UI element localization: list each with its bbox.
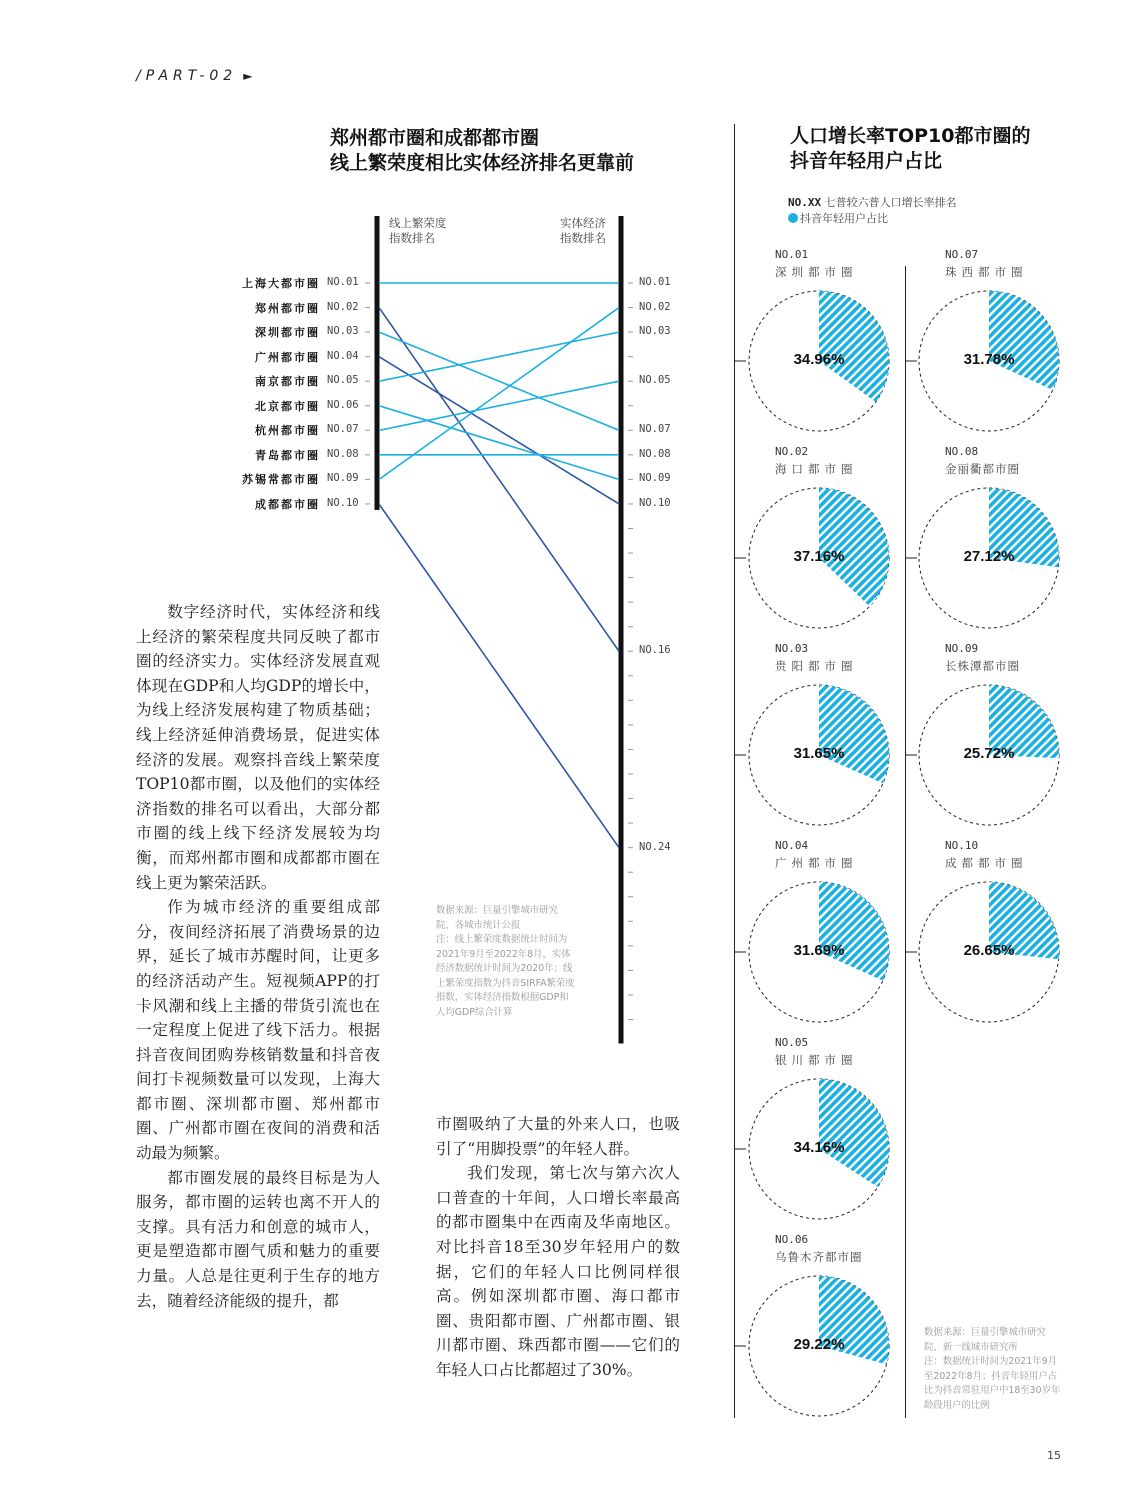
pie-value-label: 25.72% bbox=[963, 745, 1015, 762]
pie-city-name: 广州都市圈 bbox=[775, 856, 858, 870]
right-header-line-1: 实体经济 bbox=[560, 216, 606, 230]
legend-pie-text: 抖音年轻用户占比 bbox=[800, 212, 888, 225]
pie-source-note bbox=[924, 1326, 1064, 1413]
pie-rank-no: NO.09 bbox=[945, 642, 979, 655]
left-rank-label: NO.03 bbox=[327, 325, 359, 338]
item-name-label: 上海大都市圈 bbox=[242, 277, 320, 290]
left-rank-label: NO.04 bbox=[327, 349, 359, 362]
item-name-label: 郑州都市圈 bbox=[255, 301, 320, 315]
right-rank-label: NO.16 bbox=[639, 644, 671, 657]
item-name-label: 深圳都市圈 bbox=[255, 326, 320, 340]
pie-rank-no: NO.02 bbox=[775, 445, 809, 458]
pie-slice bbox=[819, 882, 889, 981]
pie-value-label: 34.16% bbox=[793, 1139, 845, 1156]
pie-rank-no: NO.03 bbox=[775, 642, 809, 655]
right-rank-label: NO.03 bbox=[639, 325, 671, 338]
paragraph-2: 作为城市经济的重要组成部分，夜间经济拓展了消费场景的边界，延长了城市苏醒时间，让更多的经济活动产生。短视频APP的打卡风潮和线上主播的带货引流也在一定程度上促进了线下活力。根据抖音夜间团购券核销数量和抖音夜间打卡视频数量可以发现，上海大都市圈、深圳都市圈、郑州都市圈、广州都市圈在夜间的消费和活动最为频繁。 bbox=[136, 898, 380, 1163]
right-rank-label: NO.01 bbox=[639, 276, 671, 288]
item-name-label: 北京都市圈 bbox=[255, 399, 320, 413]
pie-source-text: 数据来源：巨量引擎城市研究院、新一线城市研究所 注：数据统计时间为2021年9月至2022年8月；抖音年轻用户占比为抖音常驻用户中18至30岁年龄段用户的比例 bbox=[924, 1327, 1061, 1411]
pie-city-name: 银川都市圈 bbox=[775, 1053, 858, 1067]
pie-slice bbox=[819, 1079, 889, 1187]
pie-rank-no: NO.05 bbox=[775, 1036, 809, 1049]
pie-city-name: 成都都市圈 bbox=[945, 856, 1028, 870]
item-name-label: 青岛都市圈 bbox=[255, 448, 320, 462]
pie-city-name: 乌鲁木齐都市圈 bbox=[775, 1250, 863, 1264]
pie-value-label: 37.16% bbox=[793, 548, 845, 565]
left-rank-label: NO.02 bbox=[327, 300, 359, 313]
left-rank-label: NO.05 bbox=[327, 374, 359, 387]
right-rank-label: NO.24 bbox=[639, 840, 671, 853]
pie-title-line-1: 人口增长率TOP10都市圈的 bbox=[790, 125, 1031, 147]
right-rank-label: NO.07 bbox=[639, 423, 671, 436]
pie-value-label: 27.12% bbox=[963, 548, 1015, 565]
right-rank-label: NO.10 bbox=[639, 496, 671, 509]
pie-rank-no: NO.08 bbox=[945, 445, 979, 458]
pie-value-label: 26.65% bbox=[963, 942, 1015, 959]
pie-city-name: 贵阳都市圈 bbox=[775, 659, 858, 673]
pie-column-divider bbox=[905, 266, 906, 1418]
item-name-label: 广州都市圈 bbox=[255, 350, 320, 364]
right-rank-label: NO.05 bbox=[639, 374, 671, 387]
pie-value-label: 34.96% bbox=[793, 351, 845, 368]
item-name-label: 苏锡常都市圈 bbox=[242, 473, 320, 487]
pie-rank-no: NO.07 bbox=[945, 248, 979, 261]
pie-rank-no: NO.04 bbox=[775, 839, 809, 852]
right-rank-label: NO.02 bbox=[639, 300, 671, 313]
paragraph-3: 都市圈发展的最终目标是为人服务，都市圈的运转也离不开人的支撑。具有活力和创意的城市人，更是塑造都市圈气质和魅力的重要力量。人总是往更利于生存的地方去，随着经济能级的提升，都 bbox=[136, 1168, 380, 1310]
item-name-label: 杭州都市圈 bbox=[255, 424, 320, 438]
paragraph-5: 我们发现，第七次与第六次人口普查的十年间，人口增长率最高的都市圈集中在西南及华南地区。对比抖音18至30岁年轻用户的数据，它们的年轻人口比例同样很高。例如深圳都市圈、海口都市圈、贵阳都市圈、广州都市圈、银川都市圈、珠西都市圈——它们的年轻人口占比都超过了30%。 bbox=[436, 1164, 680, 1379]
left-header-line-1: 线上繁荣度 bbox=[389, 216, 447, 230]
item-name-label: 成都都市圈 bbox=[255, 497, 320, 511]
pie-slice bbox=[819, 291, 889, 402]
pie-value-label: 29.22% bbox=[793, 1336, 845, 1353]
paragraph-1: 数字经济时代，实体经济和线上经济的繁荣程度共同反映了都市圈的经济实力。实体经济发展直观体现在GDP和人均GDP的增长中，为线上经济发展构建了物质基础；线上经济延伸消费场景，促进实体经济的发展。观察抖音线上繁荣度TOP10都市圈，以及他们的实体经济指数的排名可以看出，大部分都市圈的线上线下经济发展较为均衡，而郑州都市圈和成都都市圈在线上更为繁荣活跃。 bbox=[136, 603, 380, 892]
pie-city-name: 深圳都市圈 bbox=[775, 265, 858, 279]
legend-code: NO.XX bbox=[788, 196, 822, 209]
pie-city-name: 珠西都市圈 bbox=[945, 265, 1028, 279]
play-arrow-icon: ► bbox=[243, 69, 258, 83]
right-rank-label: NO.09 bbox=[639, 472, 671, 485]
item-name-label: 南京都市圈 bbox=[255, 375, 320, 389]
slope-source-text: 数据来源：巨量引擎城市研究院、各城市统计公报 注：线上繁荣度数据统计时间为2021年9月至2022年8月，实体经济数据统计时间为2020年；线上繁荣度指数为抖音SIRFA繁荣度指数，实体经济指数根据GDP和人均GDP综合计算 bbox=[436, 905, 575, 1018]
pie-value-label: 31.78% bbox=[963, 351, 1015, 368]
pie-value-label: 31.65% bbox=[793, 745, 845, 762]
legend-code-text: 七普较六普人口增长率排名 bbox=[824, 196, 957, 209]
pie-rank-no: NO.10 bbox=[945, 839, 979, 852]
pie-city-name: 海口都市圈 bbox=[775, 462, 858, 476]
paragraph-4: 市圈吸纳了大量的外来人口，也吸引了“用脚投票”的年轻人群。 bbox=[436, 1115, 680, 1158]
pie-rank-no: NO.01 bbox=[775, 248, 809, 261]
pie-title-line-2: 抖音年轻用户占比 bbox=[790, 150, 943, 172]
page-number: 15 bbox=[1047, 1449, 1061, 1462]
left-rank-label: NO.08 bbox=[327, 447, 359, 460]
left-rank-label: NO.09 bbox=[327, 472, 359, 485]
pie-slice bbox=[989, 291, 1059, 390]
left-rank-label: NO.07 bbox=[327, 423, 359, 436]
right-header-line-2: 指数排名 bbox=[560, 231, 606, 245]
pie-value-label: 31.69% bbox=[793, 942, 845, 959]
part-label: /PART-02 bbox=[136, 68, 238, 84]
pie-city-name: 金丽衢都市圈 bbox=[945, 462, 1020, 476]
pie-city-name: 长株潭都市圈 bbox=[945, 659, 1020, 673]
left-rank-label: NO.06 bbox=[327, 398, 359, 411]
left-header-line-2: 指数排名 bbox=[389, 231, 435, 245]
right-rank-label: NO.08 bbox=[639, 447, 671, 460]
left-rank-label: NO.01 bbox=[327, 276, 359, 288]
slope-title-line-2: 线上繁荣度相比实体经济排名更靠前 bbox=[330, 152, 635, 174]
pie-rank-no: NO.06 bbox=[775, 1233, 809, 1246]
slope-title-line-1: 郑州都市圈和成都都市圈 bbox=[330, 127, 540, 149]
left-rank-label: NO.10 bbox=[327, 496, 359, 509]
pie-slice bbox=[819, 685, 889, 783]
